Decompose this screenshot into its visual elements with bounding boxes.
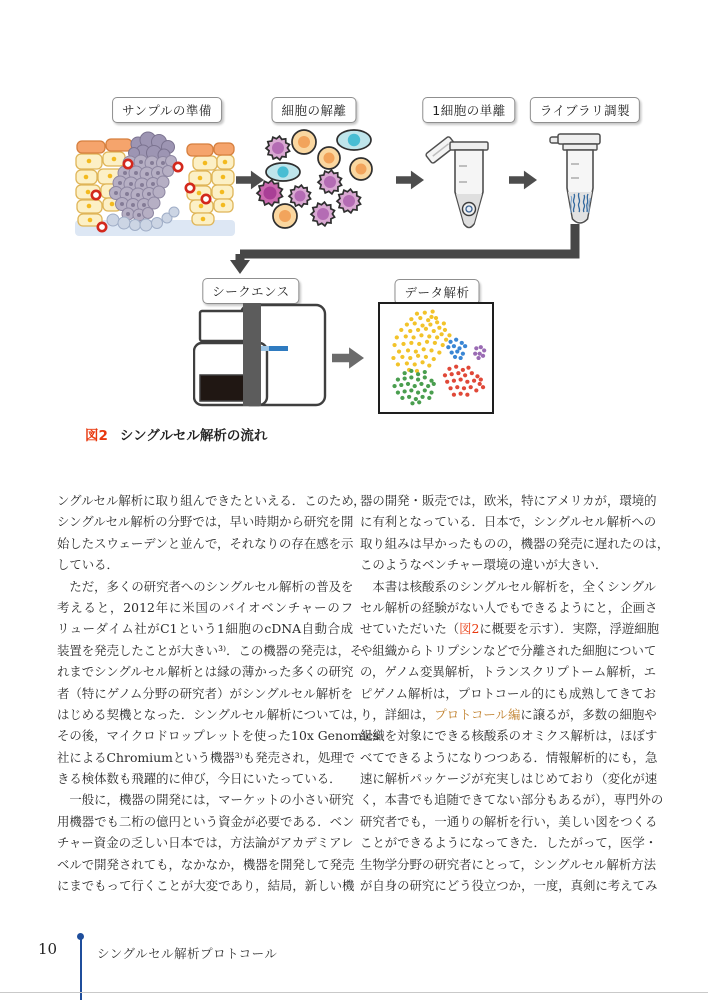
text-line: の，ゲノム変異解析，トランスクリプトーム解析，エ bbox=[360, 664, 656, 680]
text-line: セル解析の経験がない人でもできるようにと，企画さ bbox=[360, 599, 658, 615]
text-line: り，詳細は，プロトコール編に譲るが，多数の細胞や bbox=[360, 706, 657, 722]
dissociated-cells-illustration bbox=[250, 125, 390, 235]
footer-rule bbox=[80, 937, 82, 1000]
text-line: や組織からトリプシンなどで分離された細胞について bbox=[360, 642, 657, 658]
body-column-right bbox=[360, 490, 670, 896]
text-line: ベルで開発されても，なかなか，機器を開発して発売 bbox=[57, 856, 355, 872]
text-line: リューダイム社がC1という1細胞のcDNA自動合成 bbox=[57, 621, 353, 637]
text-line: チャー資金の乏しい日本では，方法論がアカデミアレ bbox=[57, 835, 354, 851]
text-line: 本書は核酸系のシングルセル解析を，全くシングル bbox=[360, 578, 656, 594]
text-line: に有利となっている．日本で，シングルセル解析への bbox=[360, 514, 657, 530]
text-line: 組織を対象にできる核酸系のオミクス解析は，ほぼす bbox=[360, 728, 658, 744]
arrow-right-icon bbox=[396, 170, 424, 190]
arrow-right-icon bbox=[332, 347, 364, 369]
text-line: している． bbox=[57, 557, 119, 573]
text-line: きる検体数も飛躍的に伸び，今日にいたっている． bbox=[57, 771, 342, 787]
text-line: 生物学分野の研究者にとって，シングルセル解析方法 bbox=[360, 856, 656, 872]
text-line: その後，マイクロドロップレットを使った10x Genomics bbox=[57, 728, 380, 744]
book-title: シングルセル解析プロトコール bbox=[97, 946, 278, 961]
text-line: 考えると，2012年に米国のバイオベンチャーのフ bbox=[57, 599, 353, 615]
text-line: ことができるようになってきた．したがって，医学・ bbox=[360, 835, 658, 851]
text-line: シングルセル解析の分野では，早い時期から研究を開 bbox=[57, 514, 354, 530]
library-tube-illustration bbox=[548, 132, 612, 234]
page-number: 10 bbox=[38, 940, 58, 958]
text-line: にまでもって行くことが大変であり，結局，新しい機 bbox=[57, 878, 355, 894]
text-line: べてできるようになりつつある．情報解析的にも，急 bbox=[360, 749, 658, 765]
text-line: 用機器でも二桁の億円という資金が必要である．ベン bbox=[57, 813, 355, 829]
text-line: せていただいた（図2に概要を示す）．実際，浮遊細胞 bbox=[360, 621, 660, 637]
text-line: 一般に，機器の開発には，マーケットの小さい研究 bbox=[57, 792, 354, 808]
arrow-right-icon bbox=[509, 170, 537, 190]
figure-caption bbox=[85, 424, 267, 444]
text-line: れまでシングルセル解析とは縁の薄かった多くの研究 bbox=[57, 664, 354, 680]
text-line: ピゲノム解析は，プロトコール的にも成熟してきてお bbox=[360, 685, 656, 701]
text-line: ングルセル解析に取り組んできたといえる．このため， bbox=[57, 493, 366, 508]
text-line: 取り組みは早かったものの，機器の発売に遅れたのは， bbox=[360, 535, 670, 551]
step-label-cell-dissociation: 細胞の解離 bbox=[271, 97, 356, 123]
text-line: 研究者でも，一通りの解析を行い，美しい図をつくる bbox=[360, 813, 658, 829]
text-line: 始したスウェーデンと並んで，それなりの存在感を示 bbox=[57, 535, 354, 551]
text-line: 速に解析パッケージが充実しはじめており（変化が速 bbox=[360, 771, 658, 787]
step-label-data-analysis: データ解析 bbox=[394, 279, 479, 305]
step-label-library-preparation: ライブラリ調製 bbox=[530, 97, 640, 123]
text-line: 者（特にゲノム分野の研究者）がシングルセル解析を bbox=[57, 685, 353, 701]
cluster-plot bbox=[378, 302, 494, 414]
text-line: く，本書でも追随できてない部分もあるが），専門外の bbox=[360, 792, 664, 808]
text-line: 装置を発売したことが大きい³⁾．この機器の発売は，そ bbox=[57, 642, 363, 658]
flow-connector-arrow bbox=[228, 224, 588, 280]
text-line: このようなベンチャー環境の違いが大きい． bbox=[360, 557, 608, 573]
text-line: はじめる契機となった．シングルセル解析については， bbox=[57, 706, 366, 722]
step-label-sequencing: シークエンス bbox=[202, 278, 299, 304]
sequencer-illustration bbox=[193, 303, 328, 407]
step-label-single-cell-isolation: 1細胞の単離 bbox=[422, 97, 515, 123]
page-edge-line bbox=[0, 992, 708, 993]
body-column-left bbox=[57, 490, 380, 896]
step-label-sample-preparation: サンプルの準備 bbox=[112, 97, 222, 123]
tissue-sample-illustration bbox=[75, 128, 235, 240]
single-cell-tube-illustration bbox=[425, 118, 503, 240]
text-line: ただ，多くの研究者へのシングルセル解析の普及を bbox=[57, 578, 354, 594]
text-line: 器の開発・販売では，欧米，特にアメリカが，環境的 bbox=[360, 493, 657, 508]
text-line: 社によるChromiumという機器³⁾も発売され，処理で bbox=[57, 749, 356, 765]
text-line: が自身の研究にどう役立つか，一度，真剣に考えてみ bbox=[360, 878, 658, 894]
scatter-points bbox=[391, 310, 486, 406]
figure-caption-text: シングルセル解析の流れ bbox=[119, 428, 268, 444]
figure-caption-label: 図2 bbox=[85, 428, 108, 444]
